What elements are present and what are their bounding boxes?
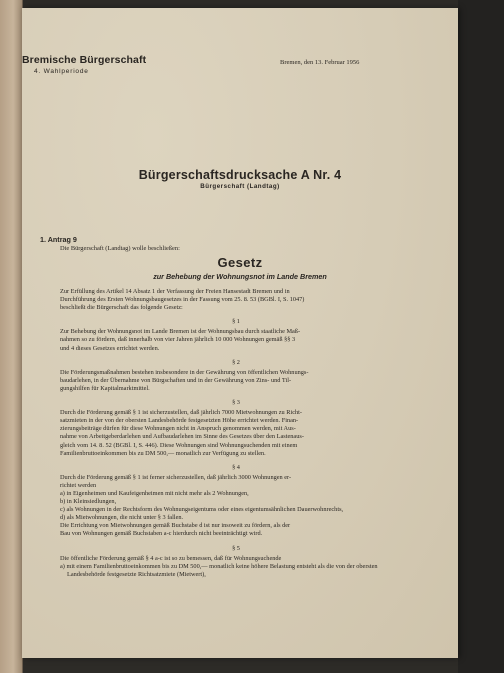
section-line: und 4 dieses Gesetzes errichtet werden.	[60, 344, 160, 352]
section-line: Die Förderungsmaßnahmen bestehen insbesondere in der Gewährung von öffentlichen Wohnungs-	[60, 368, 309, 376]
motion-label: 1. Antrag 9	[40, 235, 77, 244]
law-subtitle: zur Behebung der Wohnungsnot im Lande Bremen	[153, 272, 327, 281]
section-line: baudarlehen, in der Übernahme von Bürgschaften und in der Gewährung von Zins- und Til-	[60, 376, 292, 384]
book-binding	[0, 0, 23, 673]
legislative-period: 4. Wahlperiode	[34, 68, 89, 75]
section-line: Familienbruttoeinkommen bis zu DM 500,— monatlich zur Verfügung zu stellen.	[60, 449, 266, 457]
list-item: a) mit einem Familienbruttoeinkommen bis zu DM 500,— monatlich keine höhere Belastung entsteht als die von der obersten Landesbehörde festgesetzte Richtsatzmiete (Mietwert),	[60, 562, 378, 578]
section-line: Zur Behebung der Wohnungsnot im Lande Bremen ist der Wohnungsbau durch staatliche Maß-	[60, 328, 301, 336]
law-title: Gesetz	[217, 255, 263, 270]
list-item: b) in Kleinsiedlungen,	[60, 498, 117, 506]
section-line: nahme von Arbeitgeberdarlehen und Aufbaudarlehen im Sinne des Gesetzes über den Lastenaus-	[60, 433, 304, 441]
letterhead	[22, 54, 146, 75]
section-heading: § 4	[232, 463, 240, 471]
law-body	[60, 288, 412, 579]
section-line: richtet werden	[60, 481, 97, 489]
document-subtitle: Bürgerschaft (Landtag)	[200, 183, 280, 190]
section-line: nahmen so zu fördern, daß innerhalb von vier Jahren jährlich 10 000 Wohnungen gemäß §§ 3	[60, 336, 296, 344]
section-heading: § 1	[232, 318, 240, 326]
section-line: Die Errichtung von Mietwohnungen gemäß Buchstabe d ist nur insoweit zu fördern, als der	[60, 522, 291, 530]
section-heading: § 2	[232, 358, 240, 366]
section-line: gleich vom 14. 8. 52 (BGBl. I, S. 446). Diese Wohnungen sind Wohnungsuchenden mit einem	[60, 441, 298, 449]
preamble-line: Durchführung des Ersten Wohnungsbaugesetzes in der Fassung vom 25. 8. 53 (BGBl. I, S. 1047)	[60, 296, 305, 304]
preamble-line: Zur Erfüllung des Artikel 14 Absatz 1 der Verfassung der Freien Hansestadt Bremen und in	[60, 288, 290, 295]
section-heading: § 3	[232, 399, 240, 407]
date-line: Bremen, den 13. Februar 1956	[280, 59, 360, 66]
organization-name: Bremische Bürgerschaft	[22, 54, 147, 66]
section-heading: § 5	[232, 544, 240, 552]
list-item: d) als Mietwohnungen, die nicht unter § 3 fallen.	[60, 514, 184, 522]
document-title: Bürgerschaftsdrucksache A Nr. 4	[138, 168, 342, 182]
background-shadow	[458, 0, 504, 673]
list-item: a) in Eigenheimen und Kaufeigenheimen mit nicht mehr als 2 Wohnungen,	[60, 489, 249, 497]
list-item: c) als Wohnungen in der Rechtsform des Wohnungseigentums oder eines eigentumsähnlichen Dauerwohnrechts,	[60, 506, 344, 514]
preamble-line: beschließt die Bürgerschaft das folgende Gesetz:	[60, 304, 183, 312]
motion-intro: Die Bürgerschaft (Landtag) wolle beschließen:	[60, 245, 180, 252]
section-line: zierungsbeiträge dürfen für diese Wohnungen nicht in Anspruch genommen werden, mit Aus-	[60, 425, 296, 433]
document-page	[22, 8, 458, 658]
section-line: satzmieten in der von der obersten Landesbehörde festgesetzten Höhe errichtet werden. Finan-	[60, 417, 299, 425]
section-line: Durch die Förderung gemäß § 1 ist sicherzustellen, daß jährlich 7000 Mietwohnungen zu Richt-	[60, 409, 303, 417]
section-line: gungshilfen für Kapitalmarktmittel.	[60, 384, 150, 392]
section-line: Die öffentliche Förderung gemäß § 4 a-c ist so zu bemessen, daß für Wohnungsuchende	[60, 554, 282, 562]
section-line: Bau von Wohnungen gemäß Buchstaben a-c hierdurch nicht beeinträchtigt wird.	[60, 530, 263, 538]
section-line: Durch die Förderung gemäß § 1 ist ferner sicherzustellen, daß jährlich 3000 Wohnungen er-	[60, 473, 292, 481]
